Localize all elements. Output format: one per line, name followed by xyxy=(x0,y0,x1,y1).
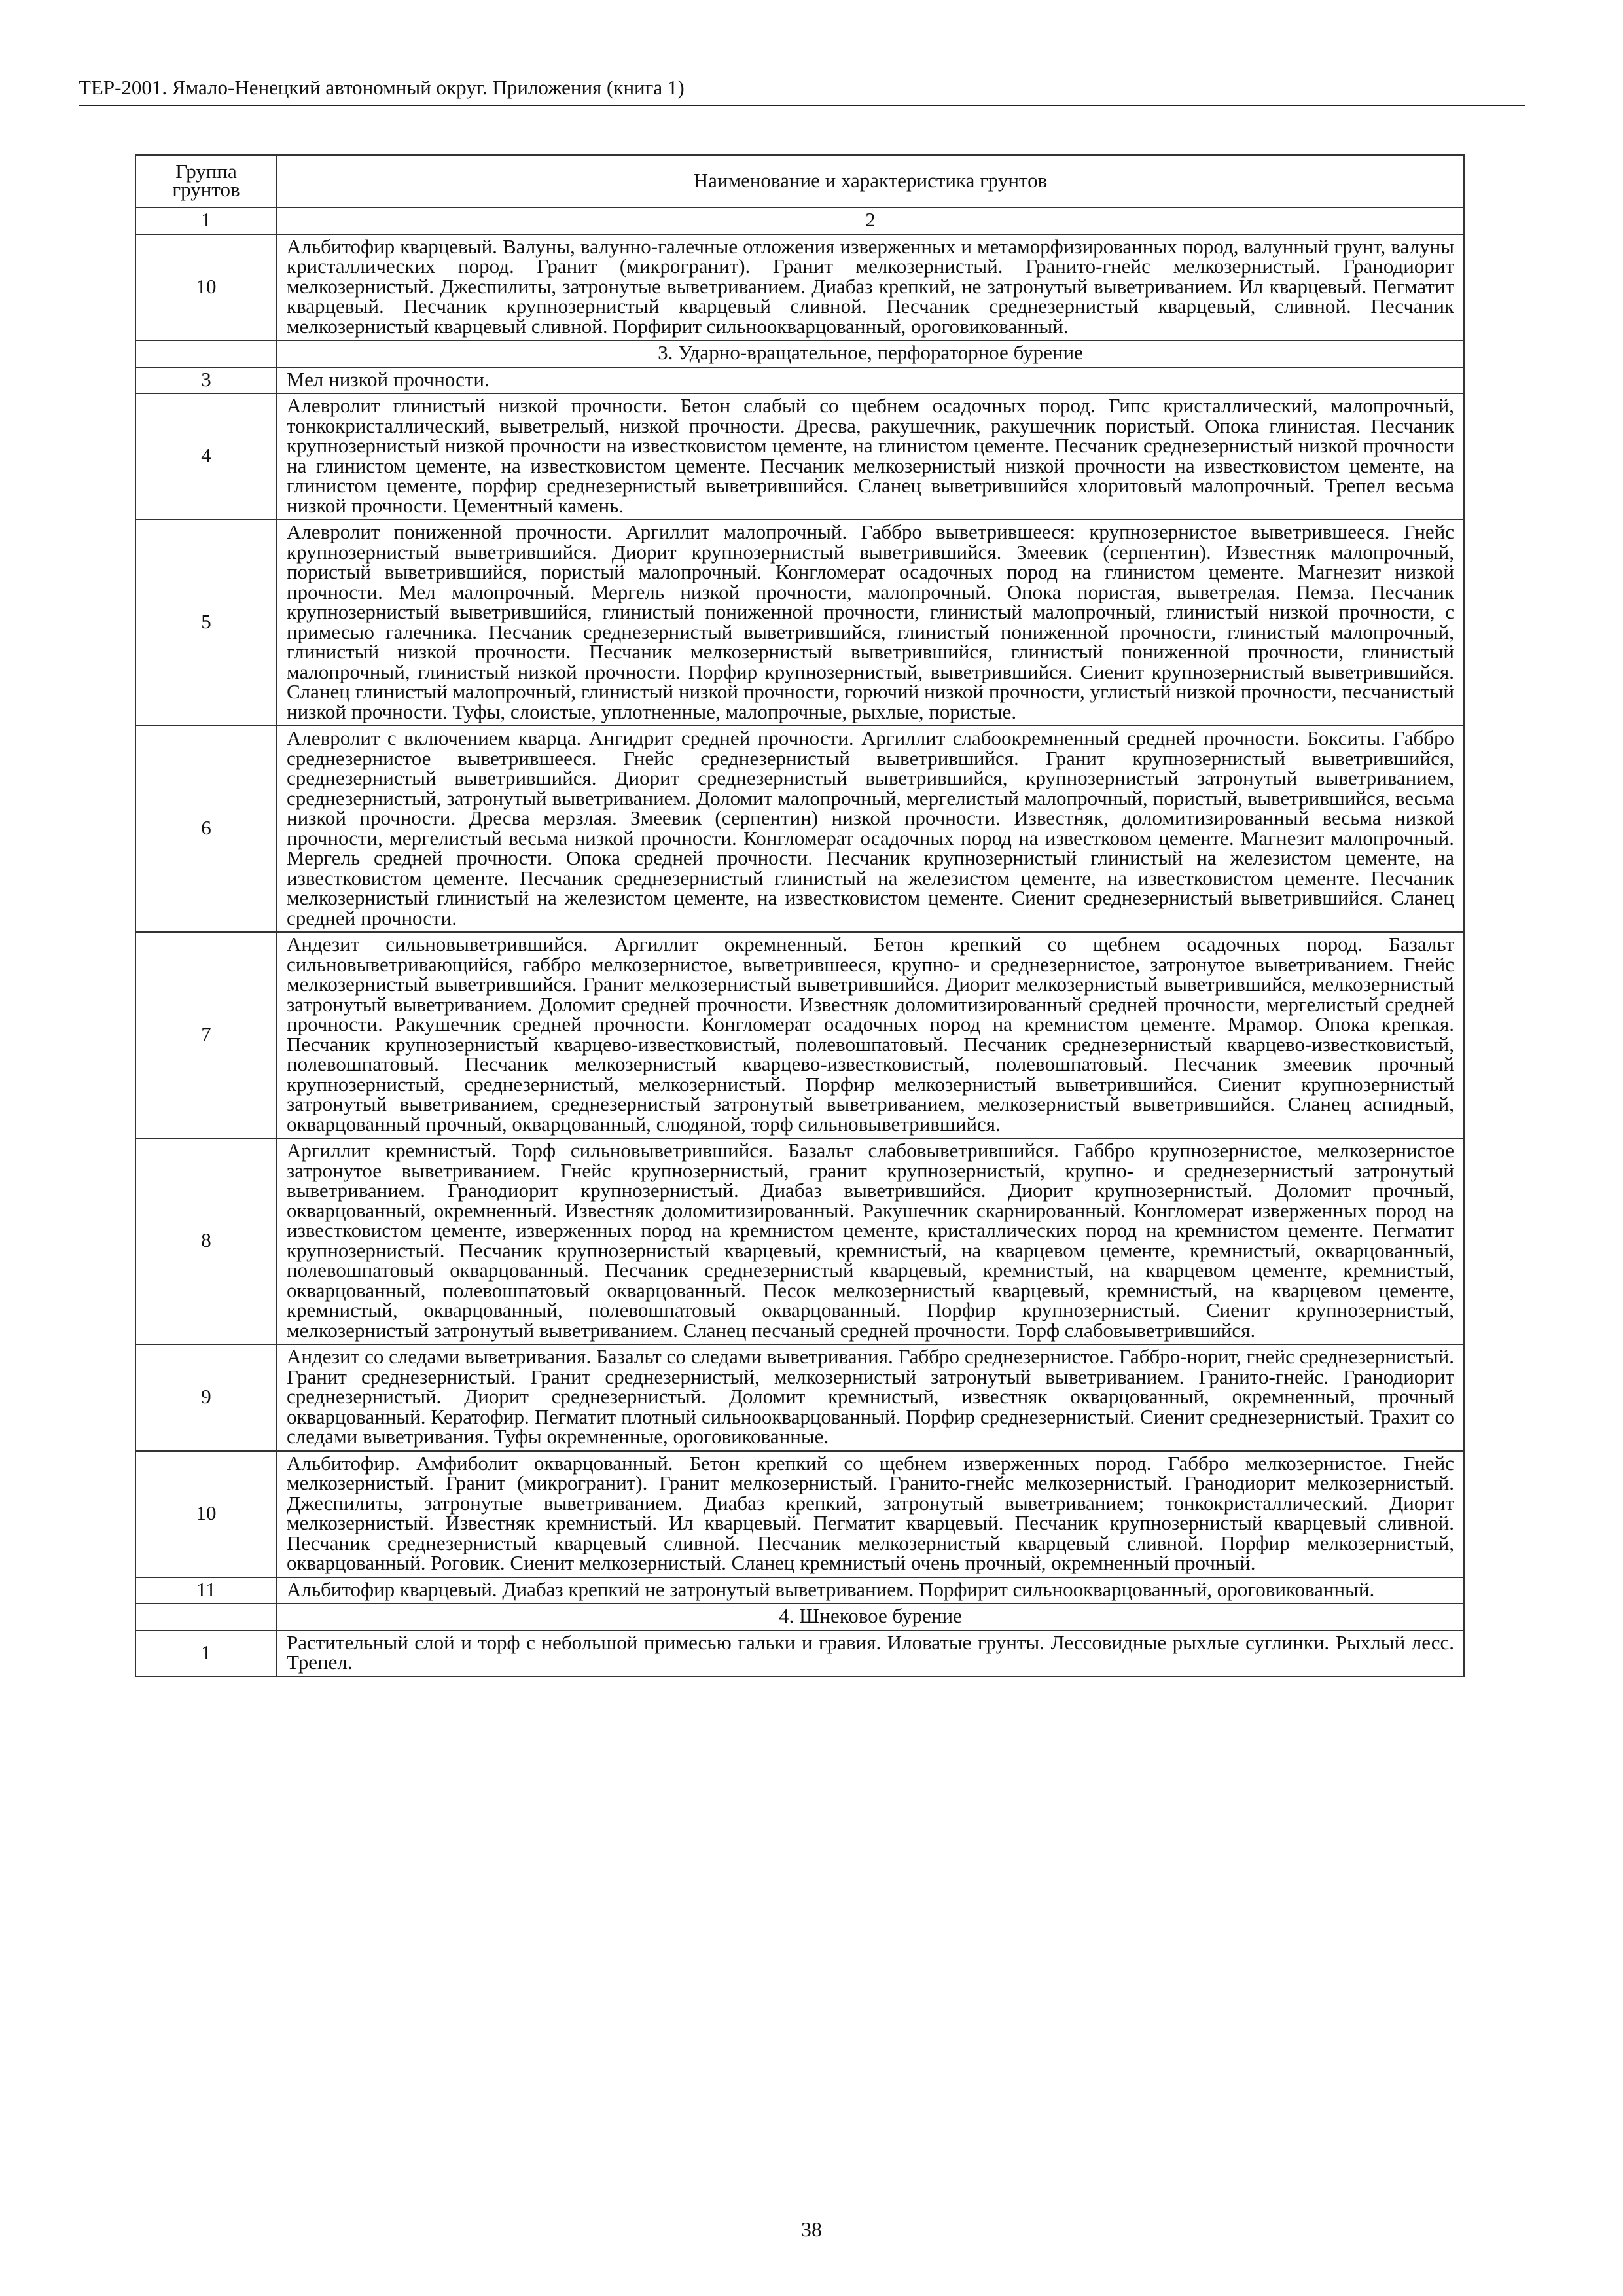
soil-groups-table xyxy=(135,154,1465,1677)
group-cell: 8 xyxy=(135,1138,277,1344)
table-row xyxy=(135,234,1464,341)
table-row xyxy=(135,367,1464,394)
description-cell: Андезит сильновыветрившийся. Аргиллит окремненный. Бетон крепкий со щебнем осадочных пород. Базальт сильновыветривающийся, габбро мелкозернистое, выветрившееся, крупно- и среднезернистое, затронутое выветриванием. Гнейс мелкозернистый выветрившийся. Гранит мелкозернистый выветрившийся. Диорит мелкозернистый выветрившийся, мелкозернистый затронутый выветриванием. Доломит средней прочности. Известняк доломитизированный средней прочности, мергелистый средней прочности. Ракушечник средней прочности. Конгломерат осадочных пород на кремнистом цементе. Мрамор. Опока крепкая. Песчаник крупнозернистый кварцево-известковистый, полевошпатовый. Песчаник среднезернистый кварцево-известковистый, полевошпатовый. Песчаник мелкозернистый кварцево-известковистый, полевошпатовый. Песчаник змеевик прочный крупнозернистый, среднезернистый, мелкозернистый. Порфир мелкозернистый выветрившийся. Сиенит крупнозернистый затронутый выветриванием, среднезернистый затронутый выветриванием, мелкозернистый выветрившийся. Сланец аспидный, окварцованный прочный, окварцованный, слюдяной, торф сильновыветрившийся. xyxy=(277,932,1464,1138)
section-title: 4. Шнековое бурение xyxy=(277,1604,1464,1630)
description-cell: Аргиллит кремнистый. Торф сильновыветрившийся. Базальт слабовыветрившийся. Габбро крупнозернистое, мелкозернистое затронутое выветриванием. Гнейс крупнозернистый, гранит крупнозернистый, крупно- и среднезернистый затронутый выветриванием. Гранодиорит крупнозернистый. Диабаз выветрившийся. Диорит крупнозернистый. Доломит прочный, окварцованный, окремненный. Известняк доломитизированный. Ракушечник скарнированный. Конгломерат изверженных пород на известковистом цементе, изверженных пород на кремнистом цементе, кристаллических пород на кремнистом цементе. Пегматит крупнозернистый. Песчаник крупнозернистый кварцевый, кремнистый, на кварцевом цементе, кремнистый, окварцованный, полевошпатовый окварцованный. Песчаник среднезернистый кварцевый, кремнистый, на кварцевом цементе, кремнистый, окварцованный, полевошпатовый окварцованный. Песок мелкозернистый кварцевый, кремнистый, на кварцевом цементе, кремнистый, окварцованный, полевошпатовый окварцованный. Порфир крупнозернистый. Сиенит крупнозернистый, мелкозернистый затронутый выветриванием. Сланец песчаный средней прочности. Торф слабовыветрившийся. xyxy=(277,1138,1464,1344)
table-body xyxy=(135,155,1464,1677)
group-cell: 10 xyxy=(135,1451,277,1577)
table-row xyxy=(135,1577,1464,1604)
table-row xyxy=(135,1630,1464,1677)
group-cell: 1 xyxy=(135,1630,277,1677)
group-cell: 9 xyxy=(135,1344,277,1451)
group-cell: 6 xyxy=(135,726,277,932)
table-row xyxy=(135,1138,1464,1344)
col-number-1: 1 xyxy=(135,207,277,234)
group-cell xyxy=(135,1604,277,1630)
description-cell: Альбитофир кварцевый. Диабаз крепкий не затронутый выветриванием. Порфирит сильноокварцованный, ороговикованный. xyxy=(277,1577,1464,1604)
table-row xyxy=(135,932,1464,1138)
table-row xyxy=(135,520,1464,726)
section-heading-row xyxy=(135,340,1464,367)
group-cell: 3 xyxy=(135,367,277,394)
table-header-row xyxy=(135,155,1464,207)
description-cell: Альбитофир. Амфиболит окварцованный. Бетон крепкий со щебнем изверженных пород. Габбро мелкозернистое. Гнейс мелкозернистый. Гранит (микрогранит). Гранит мелкозернистый. Гранито-гнейс мелкозернистый. Гранодиорит мелкозернистый. Джеспилиты, затронутые выветриванием. Диабаз крепкий, затронутый выветриванием; тонкокристаллический. Диорит мелкозернистый. Известняк кремнистый. Ил кварцевый. Пегматит кварцевый. Песчаник крупнозернистый кварцевый сливной. Песчаник среднезернистый кварцевый сливной. Песчаник мелкозернистый кварцевый сливной. Порфир мелкозернистый, окварцованный. Роговик. Сиенит мелкозернистый. Сланец кремнистый очень прочный, окремненный прочный. xyxy=(277,1451,1464,1577)
group-cell: 7 xyxy=(135,932,277,1138)
header-title: ТЕР-2001. Ямало-Ненецкий автономный округ. Приложения (книга 1) xyxy=(79,76,685,99)
description-cell: Растительный слой и торф с небольшой примесью гальки и гравия. Иловатые грунты. Лессовидные рыхлые суглинки. Рыхлый лесс. Трепел. xyxy=(277,1630,1464,1677)
section-title: 3. Ударно-вращательное, перфораторное бурение xyxy=(277,340,1464,367)
column-number-row xyxy=(135,207,1464,234)
group-cell: 5 xyxy=(135,520,277,726)
description-cell: Алевролит с включением кварца. Ангидрит средней прочности. Аргиллит слабоокремненный средней прочности. Бокситы. Габбро среднезернистое выветрившееся. Гнейс среднезернистый выветрившийся. Гранит крупнозернистый выветрившийся, среднезернистый выветрившийся. Диорит среднезернистый выветрившийся, крупнозернистый затронутый выветриванием, среднезернистый, затронутый выветриванием. Доломит малопрочный, мергелистый малопрочный, пористый, выветрившийся, весьма низкой прочности. Дресва мерзлая. Змеевик (серпентин) низкой прочности. Известняк, доломитизированный весьма низкой прочности, мергелистый весьма низкой прочности. Конгломерат осадочных пород на известковом цементе. Магнезит малопрочный. Мергель средней прочности. Опока средней прочности. Песчаник крупнозернистый глинистый на железистом цементе, на известковистом цементе. Песчаник среднезернистый глинистый на железистом цементе, на известковистом цементе. Песчаник мелкозернистый глинистый на железистом цементе, на известковистом цементе. Сиенит среднезернистый выветрившийся. Сланец средней прочности. xyxy=(277,726,1464,932)
table-row xyxy=(135,393,1464,520)
group-cell: 11 xyxy=(135,1577,277,1604)
col-name-header: Наименование и характеристика грунтов xyxy=(277,155,1464,207)
running-header xyxy=(79,73,1525,106)
col-number-2: 2 xyxy=(277,207,1464,234)
table-row xyxy=(135,1451,1464,1577)
description-cell: Альбитофир кварцевый. Валуны, валунно-галечные отложения изверженных и метаморфизированных пород, валунный грунт, валуны кристаллических пород. Гранит (микрогранит). Гранит мелкозернистый. Гранито-гнейс мелкозернистый. Гранодиорит мелкозернистый. Джеспилиты, затронутые выветриванием. Диабаз крепкий, не затронутый выветриванием. Ил кварцевый. Пегматит кварцевый. Песчаник крупнозернистый кварцевый сливной. Песчаник среднезернистый кварцевый, сливной. Песчаник мелкозернистый кварцевый сливной. Порфирит сильноокварцованный, ороговикованный. xyxy=(277,234,1464,341)
description-cell: Алевролит глинистый низкой прочности. Бетон слабый со щебнем осадочных пород. Гипс кристаллический, малопрочный, тонкокристаллический, выветрелый, низкой прочности. Дресва, ракушечник, ракушечник пористый. Опока глинистая. Песчаник крупнозернистый низкой прочности на известковистом цементе, на глинистом цементе. Песчаник среднезернистый низкой прочности на глинистом цементе, на известковистом цементе. Песчаник мелкозернистый низкой прочности на известковистом цементе, на глинистом цементе, порфир среднезернистый выветрившийся. Сланец выветрившийся хлоритовый малопрочный. Трепел весьма низкой прочности. Цементный камень. xyxy=(277,393,1464,520)
description-cell: Андезит со следами выветривания. Базальт со следами выветривания. Габбро среднезернистое. Габбро-норит, гнейс среднезернистый. Гранит среднезернистый. Гранит среднезернистый, мелкозернистый затронутый выветриванием. Гранито-гнейс. Гранодиорит среднезернистый. Диорит среднезернистый. Доломит кремнистый, известняк окварцованный, окремненный, прочный окварцованный. Кератофир. Пегматит плотный сильноокварцованный. Порфир среднезернистый. Сиенит среднезернистый. Трахит со следами выветривания. Туфы окремненные, ороговикованные. xyxy=(277,1344,1464,1451)
group-cell: 4 xyxy=(135,393,277,520)
col-group-header: Группа грунтов xyxy=(135,155,277,207)
table-row xyxy=(135,726,1464,932)
description-cell: Мел низкой прочности. xyxy=(277,367,1464,394)
page-number: 38 xyxy=(801,2217,822,2241)
section-heading-row xyxy=(135,1604,1464,1630)
table-row xyxy=(135,1344,1464,1451)
group-cell xyxy=(135,340,277,367)
group-cell: 10 xyxy=(135,234,277,341)
description-cell: Алевролит пониженной прочности. Аргиллит малопрочный. Габбро выветрившееся: крупнозернистое выветрившееся. Гнейс крупнозернистый выветрившийся. Диорит крупнозернистый выветрившийся. Змеевик (серпентин). Известняк малопрочный, пористый выветрившийся, пористый малопрочный. Конгломерат осадочных пород на глинистом цементе. Магнезит низкой прочности. Мел малопрочный. Мергель низкой прочности, малопрочный. Опока пористая, выветрелая. Пемза. Песчаник крупнозернистый выветрившийся, глинистый пониженной прочности, глинистый малопрочный, глинистый низкой прочности, с примесью галечника. Песчаник среднезернистый выветрившийся, глинистый пониженной прочности, глинистый малопрочный, глинистый низкой прочности. Песчаник мелкозернистый выветрившийся, глинистый пониженной прочности, глинистый малопрочный, глинистый низкой прочности. Порфир крупнозернистый, выветрившийся. Сиенит крупнозернистый выветрившийся. Сланец глинистый малопрочный, глинистый низкой прочности, горючий низкой прочности, углистый низкой прочности, песчанистый низкой прочности. Туфы, слоистые, уплотненные, малопрочные, рыхлые, пористые. xyxy=(277,520,1464,726)
